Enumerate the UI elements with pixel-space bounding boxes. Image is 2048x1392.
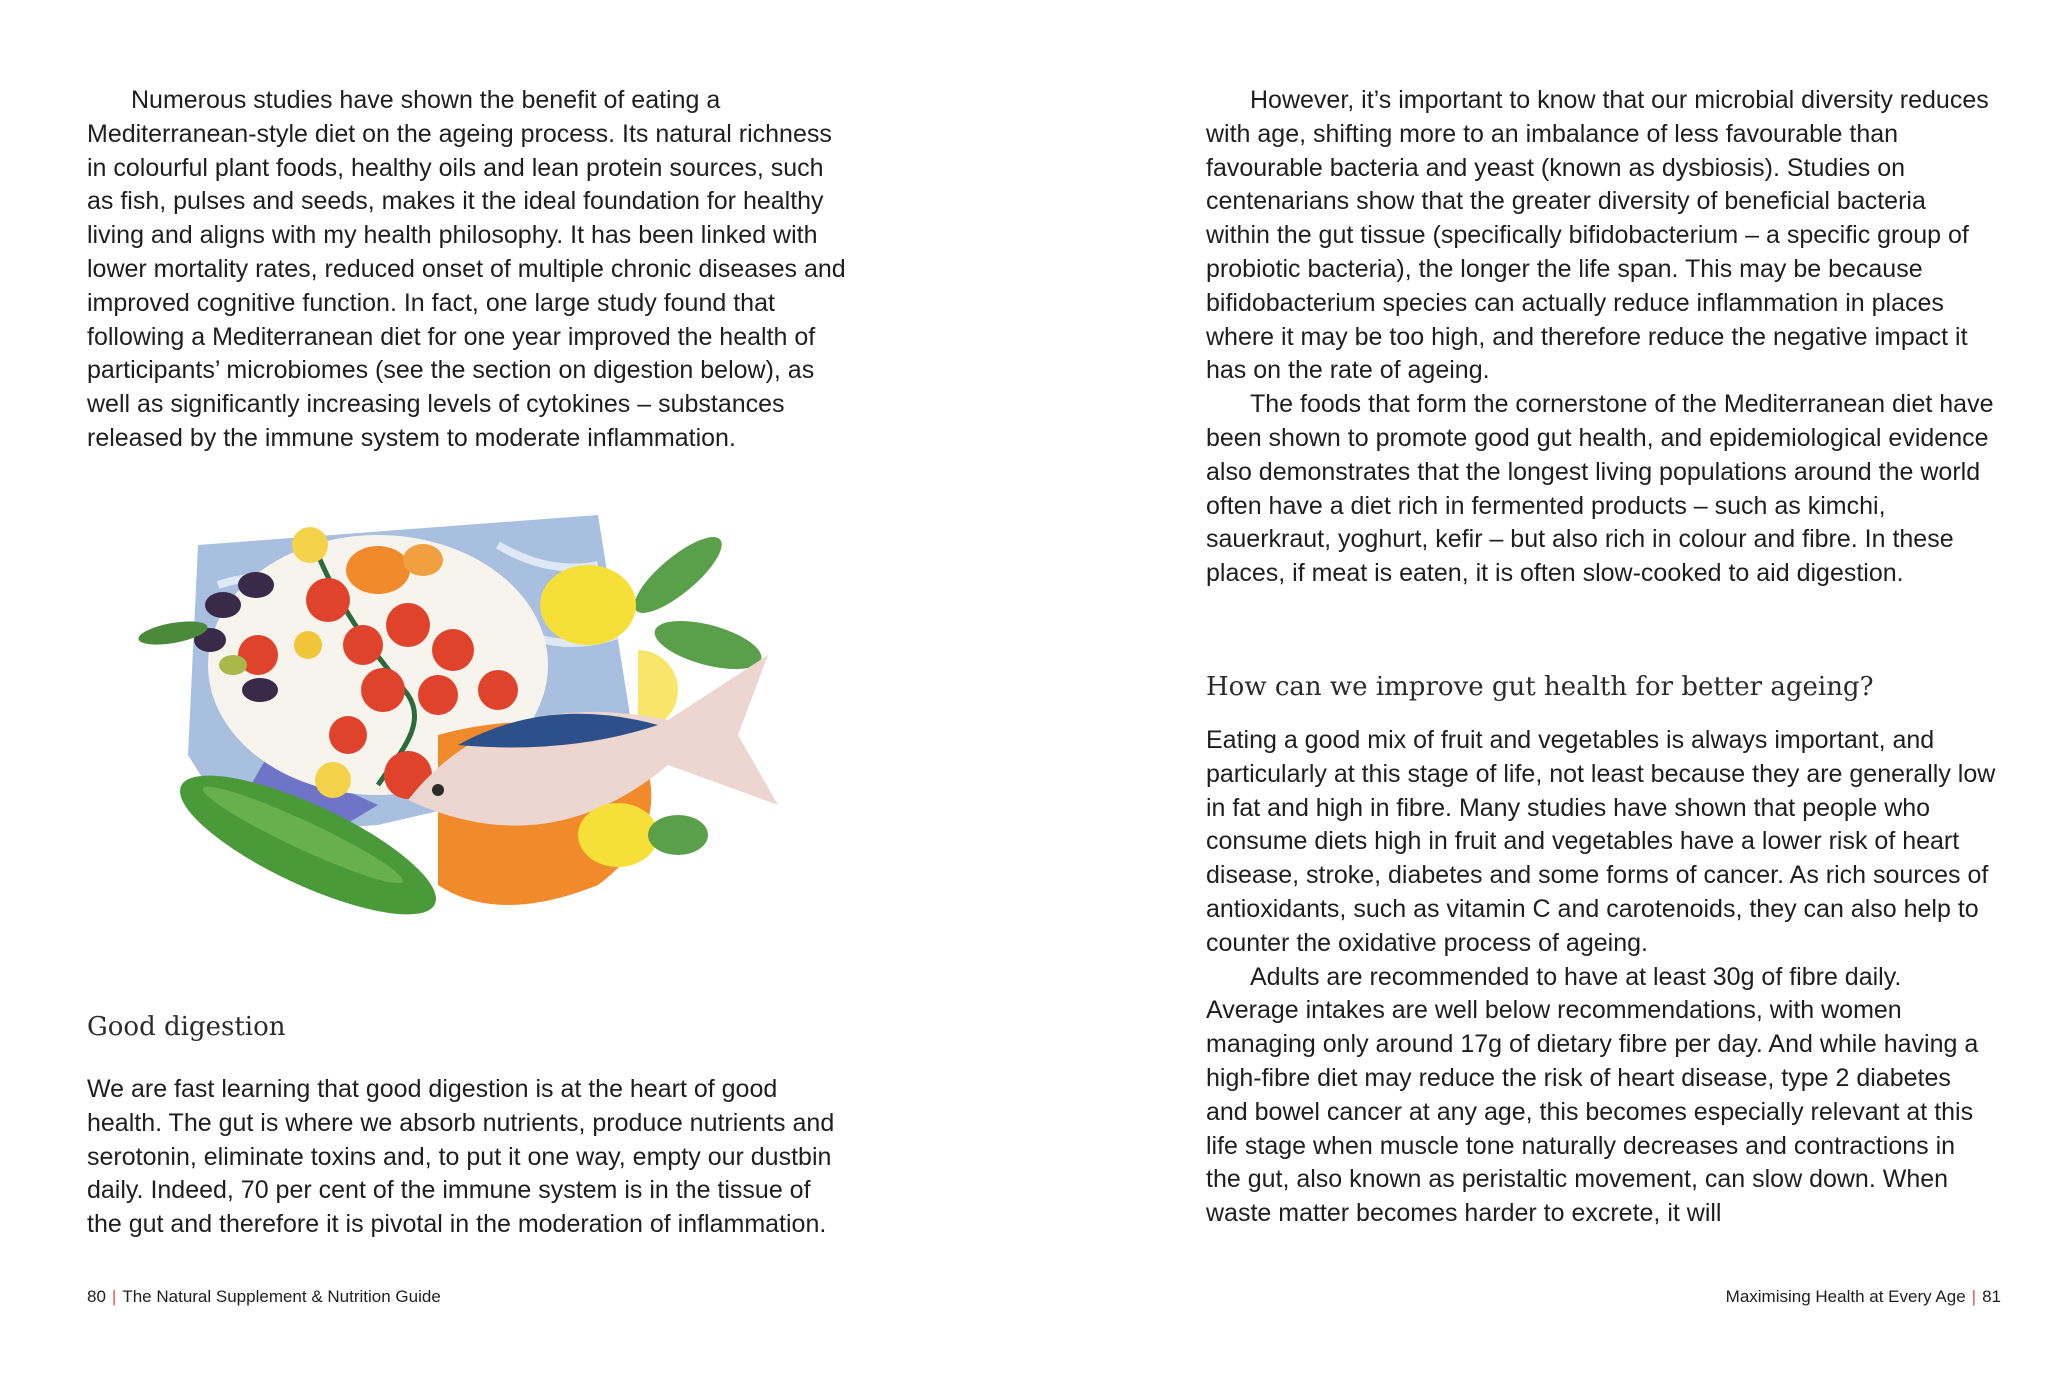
left-text-block-2 (87, 1073, 847, 1242)
right-paragraph-1: However, it’s important to know that our microbial diversity reduces with age, shifting more to an imbalance of less favourable than favourable bacteria and yeast (known as dysbiosis). Studies on centenarians show that the greater diversity of beneficial bacteria within the gut tissue (specifically bifidobacterium – a specific group of probiotic bacteria), the longer the life span. This may be because bifidobacterium species can actually reduce inflammation in places where it may be too high, and therefore reduce the negative impact it has on the rate of ageing. (1206, 86, 1989, 385)
right-paragraph-4: Adults are recommended to have at least 30g of fibre daily. Average intakes are well below recommendations, with women managing only around 17g of dietary fibre per day. And while having a high-fibre diet may reduce the risk of heart disease, type 2 diabetes and bowel cancer at any age, this becomes especially relevant at this life stage when muscle tone naturally decreases and contractions in the gut, also known as peristaltic movement, can slow down. When waste matter becomes harder to excrete, it will (1206, 962, 1979, 1228)
mediterranean-food-illustration (78, 505, 848, 935)
right-paragraph-3: Eating a good mix of fruit and vegetables is always important, and particularly at this stage of life, not least because they are generally low in fat and high in fibre. Many studies have shown that people who consume diets high in fruit and vegetables have a lower risk of heart disease, stroke, diabetes and some forms of cancer. As rich sources of antioxidants, such as vitamin C and carotenoids, they can also help to counter the oxidative process of ageing. (1206, 726, 1996, 957)
left-heading-block (87, 1012, 847, 1042)
left-footer (87, 1287, 441, 1307)
left-page-number: 80 (87, 1287, 106, 1306)
section-heading-good-digestion: Good digestion (87, 1012, 286, 1042)
left-text-block-1 (87, 84, 847, 456)
left-paragraph-2: We are fast learning that good digestion is at the heart of good health. The gut is where we absorb nutrients, produce nutrients and serotonin, eliminate toxins and, to put it one way, empty our dustbin daily. Indeed, 70 per cent of the immune system is in the tissue of the gut and therefore it is pivotal in the moderation of inflammation. (87, 1075, 835, 1239)
right-page (1024, 0, 2048, 1392)
right-heading-block (1206, 672, 1996, 702)
book-title: The Natural Supplement & Nutrition Guide (122, 1287, 441, 1306)
right-text-block-1 (1206, 84, 1996, 591)
chapter-title: Maximising Health at Every Age (1725, 1287, 1966, 1306)
right-footer (1726, 1287, 2001, 1307)
footer-divider: | (1971, 1287, 1977, 1306)
right-paragraph-2: The foods that form the cornerstone of the Mediterranean diet have been shown to promote good gut health, and epidemiological evidence also demonstrates that the longest living populations around the world often have a diet rich in fermented products – such as kimchi, sauerkraut, yoghurt, kefir – but also rich in colour and fibre. In these places, if meat is eaten, it is often slow-cooked to aid digestion. (1206, 390, 1994, 588)
section-heading-gut-health: How can we improve gut health for better ageing? (1206, 672, 1874, 702)
right-page-number: 81 (1982, 1287, 2001, 1306)
left-paragraph-1: Numerous studies have shown the benefit of eating a Mediterranean-style diet on the ageing process. Its natural richness in colourful plant foods, healthy oils and lean protein sources, such as fish, pulses and seeds, makes it the ideal foundation for healthy living and aligns with my health philosophy. It has been linked with lower mortality rates, reduced onset of multiple chronic diseases and improved cognitive function. In fact, one large study found that following a Mediterranean diet for one year improved the health of participants’ microbiomes (see the section on digestion below), as well as significantly increasing levels of cytokines – substances released by the immune system to moderate inflammation. (87, 86, 846, 452)
footer-divider: | (111, 1287, 117, 1306)
right-text-block-2 (1206, 724, 1996, 1231)
